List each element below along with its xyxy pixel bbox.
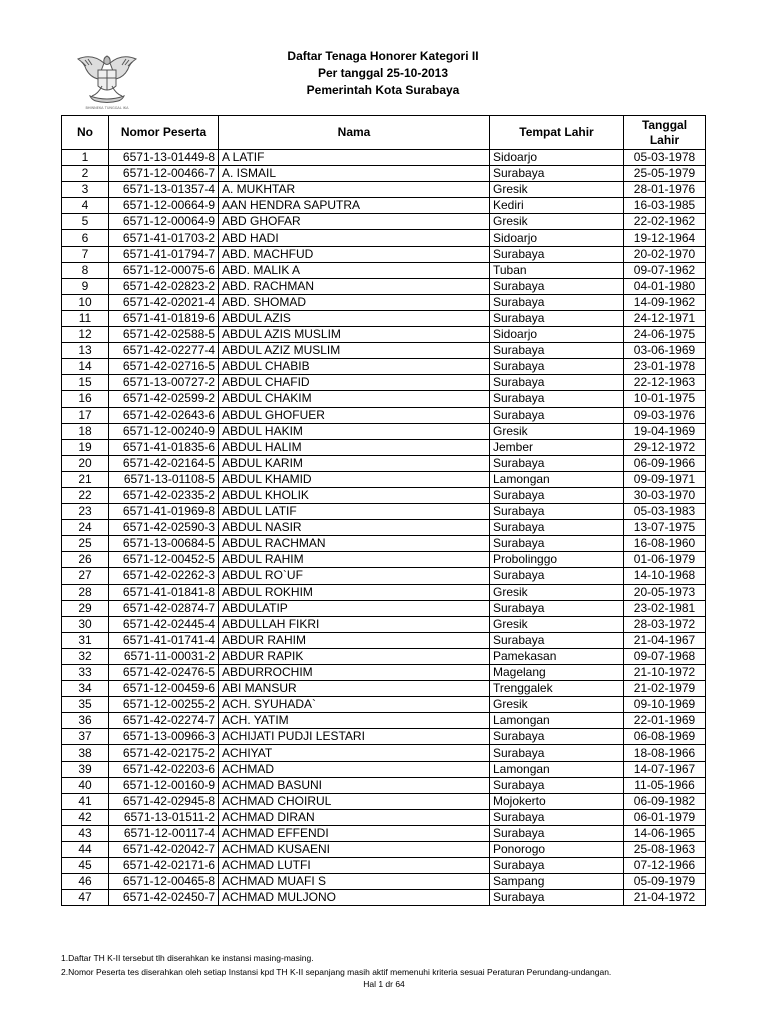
cell-no: 6 — [62, 230, 109, 246]
cell-tanggal-lahir: 23-01-1978 — [624, 359, 706, 375]
cell-tanggal-lahir: 10-01-1975 — [624, 391, 706, 407]
cell-tempat-lahir: Surabaya — [490, 375, 624, 391]
cell-no: 8 — [62, 262, 109, 278]
cell-tempat-lahir: Surabaya — [490, 600, 624, 616]
cell-tanggal-lahir: 04-01-1980 — [624, 278, 706, 294]
cell-nomor-peserta: 6571-42-02021-4 — [109, 294, 219, 310]
cell-tempat-lahir: Gresik — [490, 182, 624, 198]
cell-nama: ACHMAD LUTFI — [219, 858, 490, 874]
cell-tempat-lahir: Tuban — [490, 262, 624, 278]
cell-tanggal-lahir: 07-12-1966 — [624, 858, 706, 874]
cell-nomor-peserta: 6571-13-00966-3 — [109, 729, 219, 745]
cell-nomor-peserta: 6571-12-00466-7 — [109, 166, 219, 182]
document-organization: Pemerintah Kota Surabaya — [306, 83, 460, 97]
cell-tempat-lahir: Surabaya — [490, 166, 624, 182]
cell-tempat-lahir: Sidoarjo — [490, 230, 624, 246]
cell-no: 21 — [62, 471, 109, 487]
cell-tanggal-lahir: 18-08-1966 — [624, 745, 706, 761]
cell-nama: ABDUL AZIS — [219, 310, 490, 326]
cell-nama: ABD. SHOMAD — [219, 294, 490, 310]
cell-nomor-peserta: 6571-13-01449-8 — [109, 150, 219, 166]
cell-tanggal-lahir: 06-01-1979 — [624, 809, 706, 825]
cell-nama: ABDUL CHABIB — [219, 359, 490, 375]
cell-nomor-peserta: 6571-42-02588-5 — [109, 327, 219, 343]
cell-nomor-peserta: 6571-42-02945-8 — [109, 793, 219, 809]
cell-nama: ABD. RACHMAN — [219, 278, 490, 294]
cell-no: 45 — [62, 858, 109, 874]
table-row — [62, 487, 706, 503]
cell-tanggal-lahir: 13-07-1975 — [624, 520, 706, 536]
cell-tempat-lahir: Jember — [490, 439, 624, 455]
cell-nomor-peserta: 6571-41-01819-6 — [109, 310, 219, 326]
cell-nomor-peserta: 6571-42-02335-2 — [109, 487, 219, 503]
cell-nama: ABDUR RAHIM — [219, 632, 490, 648]
cell-nomor-peserta: 6571-12-00664-9 — [109, 198, 219, 214]
cell-no: 42 — [62, 809, 109, 825]
cell-no: 47 — [62, 890, 109, 906]
cell-no: 22 — [62, 487, 109, 503]
footnote-2: 2.Nomor Peserta tes diserahkan oleh setiap Instansi kpd TH K-II sepanjang masih aktif memenuhi kriteria sesuai Peraturan Perundang-undangan. — [61, 967, 612, 977]
cell-tempat-lahir: Surabaya — [490, 520, 624, 536]
cell-nomor-peserta: 6571-12-00064-9 — [109, 214, 219, 230]
cell-tanggal-lahir: 22-12-1963 — [624, 375, 706, 391]
cell-no: 10 — [62, 294, 109, 310]
cell-nomor-peserta: 6571-13-00727-2 — [109, 375, 219, 391]
cell-nomor-peserta: 6571-42-02476-5 — [109, 665, 219, 681]
table-row — [62, 246, 706, 262]
cell-nama: A LATIF — [219, 150, 490, 166]
table-row — [62, 359, 706, 375]
cell-tempat-lahir: Surabaya — [490, 745, 624, 761]
cell-tanggal-lahir: 20-02-1970 — [624, 246, 706, 262]
cell-nama: ABDUL RAHIM — [219, 552, 490, 568]
cell-tanggal-lahir: 09-10-1969 — [624, 697, 706, 713]
cell-nama: ABDULATIP — [219, 600, 490, 616]
cell-tanggal-lahir: 05-03-1978 — [624, 150, 706, 166]
cell-tanggal-lahir: 14-06-1965 — [624, 825, 706, 841]
table-row — [62, 665, 706, 681]
cell-no: 30 — [62, 616, 109, 632]
cell-tanggal-lahir: 11-05-1966 — [624, 777, 706, 793]
cell-nomor-peserta: 6571-42-02823-2 — [109, 278, 219, 294]
cell-no: 17 — [62, 407, 109, 423]
cell-tempat-lahir: Surabaya — [490, 407, 624, 423]
cell-no: 38 — [62, 745, 109, 761]
table-row — [62, 262, 706, 278]
document-date: Per tanggal 25-10-2013 — [317, 66, 449, 80]
cell-tanggal-lahir: 20-05-1973 — [624, 584, 706, 600]
cell-nomor-peserta: 6571-42-02171-6 — [109, 858, 219, 874]
table-row — [62, 713, 706, 729]
cell-nomor-peserta: 6571-13-01108-5 — [109, 471, 219, 487]
cell-tempat-lahir: Surabaya — [490, 858, 624, 874]
cell-tempat-lahir: Surabaya — [490, 825, 624, 841]
cell-tanggal-lahir: 25-08-1963 — [624, 842, 706, 858]
cell-nama: ACHMAD DIRAN — [219, 809, 490, 825]
cell-tanggal-lahir: 21-04-1967 — [624, 632, 706, 648]
cell-nama: ABDUL GHOFUER — [219, 407, 490, 423]
cell-tempat-lahir: Surabaya — [490, 343, 624, 359]
cell-nama: ACHMAD MUAFI S — [219, 874, 490, 890]
cell-tanggal-lahir: 21-02-1979 — [624, 681, 706, 697]
cell-no: 31 — [62, 632, 109, 648]
cell-tempat-lahir: Lamongan — [490, 713, 624, 729]
cell-nama: ABDUL RO`UF — [219, 568, 490, 584]
cell-no: 24 — [62, 520, 109, 536]
cell-no: 34 — [62, 681, 109, 697]
cell-no: 35 — [62, 697, 109, 713]
col-header-tanggal-lahir — [624, 116, 706, 150]
cell-tempat-lahir: Sampang — [490, 874, 624, 890]
cell-tempat-lahir: Surabaya — [490, 504, 624, 520]
table-row — [62, 761, 706, 777]
cell-nomor-peserta: 6571-42-02277-4 — [109, 343, 219, 359]
cell-tempat-lahir: Magelang — [490, 665, 624, 681]
cell-tanggal-lahir: 24-12-1971 — [624, 310, 706, 326]
cell-no: 28 — [62, 584, 109, 600]
cell-tempat-lahir: Gresik — [490, 423, 624, 439]
cell-nama: AAN HENDRA SAPUTRA — [219, 198, 490, 214]
cell-tempat-lahir: Gresik — [490, 616, 624, 632]
cell-tempat-lahir: Surabaya — [490, 487, 624, 503]
cell-nama: ABDUL ROKHIM — [219, 584, 490, 600]
cell-nomor-peserta: 6571-42-02203-6 — [109, 761, 219, 777]
cell-tempat-lahir: Mojokerto — [490, 793, 624, 809]
table-row — [62, 648, 706, 664]
cell-tempat-lahir: Surabaya — [490, 359, 624, 375]
cell-tanggal-lahir: 16-08-1960 — [624, 536, 706, 552]
table-row — [62, 568, 706, 584]
cell-nama: ABDUL LATIF — [219, 504, 490, 520]
table-row — [62, 391, 706, 407]
cell-nomor-peserta: 6571-42-02716-5 — [109, 359, 219, 375]
table-row — [62, 230, 706, 246]
cell-tempat-lahir: Lamongan — [490, 761, 624, 777]
cell-nomor-peserta: 6571-41-01794-7 — [109, 246, 219, 262]
cell-no: 26 — [62, 552, 109, 568]
cell-no: 13 — [62, 343, 109, 359]
table-row — [62, 536, 706, 552]
table-row — [62, 520, 706, 536]
table-row — [62, 745, 706, 761]
cell-nama: ABDUL RACHMAN — [219, 536, 490, 552]
cell-tanggal-lahir: 14-07-1967 — [624, 761, 706, 777]
cell-nama: ABDUR RAPIK — [219, 648, 490, 664]
cell-tempat-lahir: Sidoarjo — [490, 150, 624, 166]
cell-no: 40 — [62, 777, 109, 793]
col-header-tempat-lahir: Tempat Lahir — [490, 116, 624, 150]
cell-no: 18 — [62, 423, 109, 439]
cell-tempat-lahir: Trenggalek — [490, 681, 624, 697]
cell-tempat-lahir: Surabaya — [490, 632, 624, 648]
table-row — [62, 214, 706, 230]
cell-nomor-peserta: 6571-13-01511-2 — [109, 809, 219, 825]
cell-tempat-lahir: Surabaya — [490, 294, 624, 310]
table-row — [62, 552, 706, 568]
cell-tanggal-lahir: 14-10-1968 — [624, 568, 706, 584]
table-row — [62, 278, 706, 294]
cell-nomor-peserta: 6571-42-02262-3 — [109, 568, 219, 584]
table-row — [62, 632, 706, 648]
cell-tempat-lahir: Surabaya — [490, 729, 624, 745]
cell-nama: ACHMAD EFFENDI — [219, 825, 490, 841]
cell-tanggal-lahir: 28-01-1976 — [624, 182, 706, 198]
cell-nomor-peserta: 6571-42-02590-3 — [109, 520, 219, 536]
col-header-nomor-peserta: Nomor Peserta — [109, 116, 219, 150]
cell-nama: ACHMAD CHOIRUL — [219, 793, 490, 809]
cell-tanggal-lahir: 05-09-1979 — [624, 874, 706, 890]
cell-tempat-lahir: Surabaya — [490, 246, 624, 262]
cell-nomor-peserta: 6571-41-01835-6 — [109, 439, 219, 455]
cell-tanggal-lahir: 22-01-1969 — [624, 713, 706, 729]
cell-tanggal-lahir: 06-09-1982 — [624, 793, 706, 809]
cell-nama: ABI MANSUR — [219, 681, 490, 697]
cell-nomor-peserta: 6571-41-01703-2 — [109, 230, 219, 246]
cell-tempat-lahir: Gresik — [490, 584, 624, 600]
col-header-nama: Nama — [219, 116, 490, 150]
cell-tempat-lahir: Gresik — [490, 214, 624, 230]
cell-nomor-peserta: 6571-41-01741-4 — [109, 632, 219, 648]
cell-no: 7 — [62, 246, 109, 262]
table-row — [62, 842, 706, 858]
cell-nama: A. MUKHTAR — [219, 182, 490, 198]
table-row — [62, 681, 706, 697]
cell-nama: ACH. SYUHADA` — [219, 697, 490, 713]
cell-tanggal-lahir: 06-08-1969 — [624, 729, 706, 745]
cell-nama: ABD HADI — [219, 230, 490, 246]
cell-tanggal-lahir: 28-03-1972 — [624, 616, 706, 632]
cell-nomor-peserta: 6571-42-02042-7 — [109, 842, 219, 858]
col-header-tanggal-line2: Lahir — [649, 132, 680, 147]
table-row — [62, 471, 706, 487]
cell-nama: ACHIJATI PUDJI LESTARI — [219, 729, 490, 745]
cell-nama: ACHMAD — [219, 761, 490, 777]
cell-tanggal-lahir: 19-04-1969 — [624, 423, 706, 439]
cell-nomor-peserta: 6571-42-02175-2 — [109, 745, 219, 761]
table-row — [62, 809, 706, 825]
cell-no: 39 — [62, 761, 109, 777]
cell-nama: ACHMAD KUSAENI — [219, 842, 490, 858]
cell-nomor-peserta: 6571-11-00031-2 — [109, 648, 219, 664]
cell-no: 16 — [62, 391, 109, 407]
cell-nama: ABDUL KHOLIK — [219, 487, 490, 503]
cell-tanggal-lahir: 14-09-1962 — [624, 294, 706, 310]
cell-tanggal-lahir: 24-06-1975 — [624, 327, 706, 343]
table-row — [62, 777, 706, 793]
cell-nama: ACH. YATIM — [219, 713, 490, 729]
table-row — [62, 504, 706, 520]
cell-nomor-peserta: 6571-42-02450-7 — [109, 890, 219, 906]
table-row — [62, 198, 706, 214]
table-row — [62, 423, 706, 439]
cell-no: 9 — [62, 278, 109, 294]
table-row — [62, 890, 706, 906]
table-row — [62, 729, 706, 745]
cell-tanggal-lahir: 09-07-1968 — [624, 648, 706, 664]
cell-no: 20 — [62, 455, 109, 471]
table-row — [62, 825, 706, 841]
cell-tanggal-lahir: 29-12-1972 — [624, 439, 706, 455]
cell-no: 14 — [62, 359, 109, 375]
table-row — [62, 150, 706, 166]
cell-nomor-peserta: 6571-12-00160-9 — [109, 777, 219, 793]
table-row — [62, 600, 706, 616]
table-row — [62, 327, 706, 343]
cell-tempat-lahir: Sidoarjo — [490, 327, 624, 343]
cell-no: 27 — [62, 568, 109, 584]
cell-nomor-peserta: 6571-41-01969-8 — [109, 504, 219, 520]
cell-tempat-lahir: Surabaya — [490, 278, 624, 294]
cell-tanggal-lahir: 25-05-1979 — [624, 166, 706, 182]
cell-nomor-peserta: 6571-42-02445-4 — [109, 616, 219, 632]
cell-tanggal-lahir: 03-06-1969 — [624, 343, 706, 359]
cell-nama: ABDUL NASIR — [219, 520, 490, 536]
cell-nomor-peserta: 6571-12-00465-8 — [109, 874, 219, 890]
document-title: Daftar Tenaga Honorer Kategori II — [287, 49, 479, 63]
honorer-table — [61, 115, 706, 906]
cell-tempat-lahir: Lamongan — [490, 471, 624, 487]
cell-nama: ABD. MACHFUD — [219, 246, 490, 262]
cell-tanggal-lahir: 21-10-1972 — [624, 665, 706, 681]
footnote-1: 1.Daftar TH K-II tersebut tlh diserahkan ke instansi masing-masing. — [61, 953, 314, 963]
table-row — [62, 343, 706, 359]
cell-tempat-lahir: Probolinggo — [490, 552, 624, 568]
cell-tanggal-lahir: 16-03-1985 — [624, 198, 706, 214]
table-row — [62, 182, 706, 198]
cell-nomor-peserta: 6571-12-00459-6 — [109, 681, 219, 697]
cell-no: 33 — [62, 665, 109, 681]
cell-nomor-peserta: 6571-13-00684-5 — [109, 536, 219, 552]
cell-no: 5 — [62, 214, 109, 230]
cell-nomor-peserta: 6571-42-02874-7 — [109, 600, 219, 616]
cell-no: 19 — [62, 439, 109, 455]
cell-nomor-peserta: 6571-12-00117-4 — [109, 825, 219, 841]
table-row — [62, 858, 706, 874]
cell-no: 41 — [62, 793, 109, 809]
cell-no: 3 — [62, 182, 109, 198]
table-row — [62, 310, 706, 326]
cell-nomor-peserta: 6571-12-00075-6 — [109, 262, 219, 278]
cell-no: 25 — [62, 536, 109, 552]
cell-no: 29 — [62, 600, 109, 616]
cell-tempat-lahir: Gresik — [490, 697, 624, 713]
cell-tempat-lahir: Kediri — [490, 198, 624, 214]
cell-tempat-lahir: Surabaya — [490, 568, 624, 584]
cell-no: 46 — [62, 874, 109, 890]
table-row — [62, 793, 706, 809]
cell-nama: ABDUL KHAMID — [219, 471, 490, 487]
cell-no: 32 — [62, 648, 109, 664]
table-header-row — [62, 116, 706, 150]
cell-nama: ABDUL CHAFID — [219, 375, 490, 391]
cell-nama: ACHIYAT — [219, 745, 490, 761]
cell-no: 37 — [62, 729, 109, 745]
cell-tanggal-lahir: 09-09-1971 — [624, 471, 706, 487]
cell-tempat-lahir: Surabaya — [490, 536, 624, 552]
cell-nama: ACHMAD MULJONO — [219, 890, 490, 906]
table-row — [62, 166, 706, 182]
table-row — [62, 375, 706, 391]
cell-nama: ABDUL AZIZ MUSLIM — [219, 343, 490, 359]
cell-tanggal-lahir: 21-04-1972 — [624, 890, 706, 906]
svg-text:BHINNEKA TUNGGAL IKA: BHINNEKA TUNGGAL IKA — [85, 106, 129, 110]
cell-no: 1 — [62, 150, 109, 166]
cell-tanggal-lahir: 09-07-1962 — [624, 262, 706, 278]
cell-nama: ABDUL HAKIM — [219, 423, 490, 439]
cell-nomor-peserta: 6571-42-02643-6 — [109, 407, 219, 423]
page-number: Hal 1 dr 64 — [363, 979, 405, 989]
cell-no: 43 — [62, 825, 109, 841]
cell-tanggal-lahir: 19-12-1964 — [624, 230, 706, 246]
cell-nama: ABDUL HALIM — [219, 439, 490, 455]
table-row — [62, 874, 706, 890]
garuda-emblem-icon — [74, 50, 140, 112]
cell-nomor-peserta: 6571-42-02164-5 — [109, 455, 219, 471]
cell-no: 15 — [62, 375, 109, 391]
cell-tempat-lahir: Ponorogo — [490, 842, 624, 858]
cell-tempat-lahir: Surabaya — [490, 391, 624, 407]
col-header-no: No — [62, 116, 109, 150]
cell-tempat-lahir: Surabaya — [490, 777, 624, 793]
cell-nama: ABD GHOFAR — [219, 214, 490, 230]
cell-no: 44 — [62, 842, 109, 858]
cell-tempat-lahir: Surabaya — [490, 890, 624, 906]
cell-nomor-peserta: 6571-42-02274-7 — [109, 713, 219, 729]
cell-nomor-peserta: 6571-42-02599-2 — [109, 391, 219, 407]
table-row — [62, 616, 706, 632]
col-header-tanggal-line1: Tanggal — [641, 117, 688, 132]
cell-nama: A. ISMAIL — [219, 166, 490, 182]
cell-nomor-peserta: 6571-12-00240-9 — [109, 423, 219, 439]
cell-no: 12 — [62, 327, 109, 343]
cell-tanggal-lahir: 22-02-1962 — [624, 214, 706, 230]
cell-tanggal-lahir: 30-03-1970 — [624, 487, 706, 503]
cell-nama: ABD. MALIK A — [219, 262, 490, 278]
cell-nama: ACHMAD BASUNI — [219, 777, 490, 793]
cell-tanggal-lahir: 05-03-1983 — [624, 504, 706, 520]
cell-nama: ABDUL AZIS MUSLIM — [219, 327, 490, 343]
cell-nomor-peserta: 6571-12-00452-5 — [109, 552, 219, 568]
cell-tempat-lahir: Surabaya — [490, 455, 624, 471]
table-row — [62, 455, 706, 471]
cell-tempat-lahir: Surabaya — [490, 809, 624, 825]
cell-nama: ABDULLAH FIKRI — [219, 616, 490, 632]
table-row — [62, 584, 706, 600]
cell-no: 11 — [62, 310, 109, 326]
cell-tanggal-lahir: 23-02-1981 — [624, 600, 706, 616]
cell-no: 36 — [62, 713, 109, 729]
table-row — [62, 294, 706, 310]
cell-nomor-peserta: 6571-12-00255-2 — [109, 697, 219, 713]
cell-tempat-lahir: Pamekasan — [490, 648, 624, 664]
cell-tempat-lahir: Surabaya — [490, 310, 624, 326]
cell-nama: ABDUL KARIM — [219, 455, 490, 471]
table-row — [62, 697, 706, 713]
cell-nama: ABDUL CHAKIM — [219, 391, 490, 407]
cell-tanggal-lahir: 01-06-1979 — [624, 552, 706, 568]
cell-no: 2 — [62, 166, 109, 182]
cell-tanggal-lahir: 06-09-1966 — [624, 455, 706, 471]
table-row — [62, 407, 706, 423]
cell-tanggal-lahir: 09-03-1976 — [624, 407, 706, 423]
cell-nama: ABDURROCHIM — [219, 665, 490, 681]
cell-no: 23 — [62, 504, 109, 520]
cell-nomor-peserta: 6571-41-01841-8 — [109, 584, 219, 600]
table-row — [62, 439, 706, 455]
cell-nomor-peserta: 6571-13-01357-4 — [109, 182, 219, 198]
cell-no: 4 — [62, 198, 109, 214]
